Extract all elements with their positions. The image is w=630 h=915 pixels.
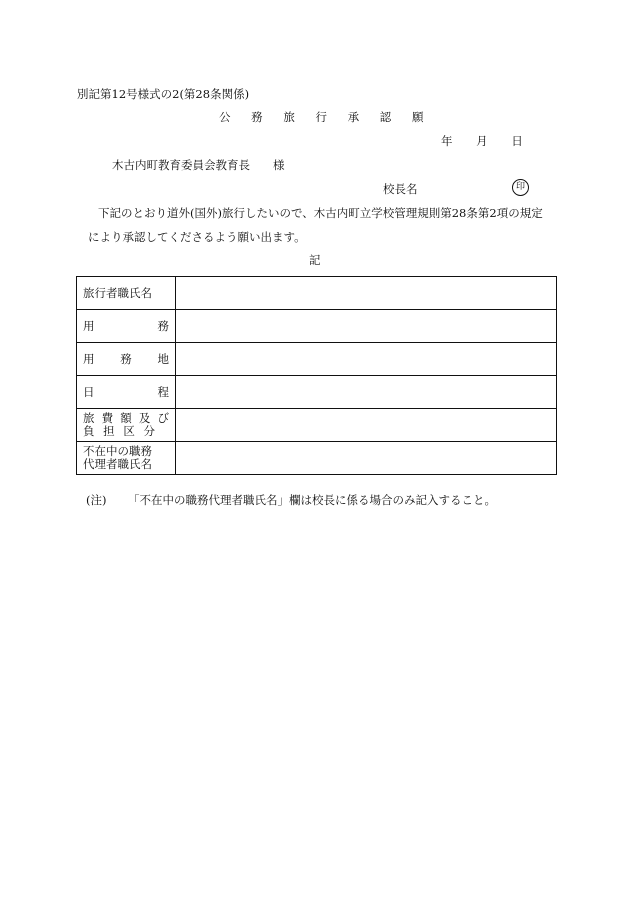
expense-field[interactable]	[176, 409, 557, 442]
form-table	[76, 276, 557, 475]
row-label-text: 分	[143, 424, 155, 438]
business-field[interactable]	[176, 310, 557, 343]
addressee: 木古内町教育委員会教育長 様	[112, 158, 285, 172]
row-label-text: 代理者職氏名	[83, 457, 152, 471]
form-reference: 別記第12号様式の2(第28条関係)	[77, 87, 250, 101]
table-row	[77, 376, 557, 409]
schedule-field[interactable]	[176, 376, 557, 409]
row-label-schedule	[77, 376, 176, 409]
row-label-text: 費	[101, 411, 114, 425]
note-text: 「不在中の職務代理者職氏名」欄は校長に係る場合のみ記入すること。	[128, 493, 496, 507]
row-label-business-place	[77, 343, 176, 376]
row-label-text: 務	[120, 351, 132, 366]
title-char: 旅	[283, 110, 297, 124]
row-label-text: び	[157, 411, 169, 425]
date-month-label: 月	[476, 134, 488, 148]
row-label-text: 務	[157, 318, 169, 333]
note-label: (注)	[86, 493, 107, 507]
row-label-deputy	[77, 442, 176, 475]
table-row	[77, 442, 557, 475]
body-text-line: 下記のとおり道外(国外)旅行したいので、木古内町立学校管理規則第28条第2項の規定	[98, 206, 543, 220]
title-char: 公	[219, 110, 233, 124]
row-label-text: 地	[157, 351, 169, 366]
table-row	[77, 409, 557, 442]
deputy-field[interactable]	[176, 442, 557, 475]
row-label-text: 及	[138, 411, 151, 425]
row-label-text: 担	[103, 424, 115, 438]
date-line	[441, 133, 523, 149]
row-label-traveler	[77, 277, 176, 310]
body-text-line: により承認してくださるよう願い出ます。	[88, 230, 306, 244]
title-char: 務	[251, 110, 265, 124]
table-row	[77, 343, 557, 376]
row-label-text: 旅	[83, 411, 95, 425]
row-label-text: 区	[123, 424, 135, 438]
seal-icon: 印	[512, 179, 529, 196]
title-char: 願	[411, 110, 426, 124]
table-row	[77, 277, 557, 310]
row-label-text: 負	[83, 424, 95, 438]
row-label-expense	[77, 409, 176, 442]
row-label-text: 日	[83, 384, 95, 399]
traveler-name-field[interactable]	[176, 277, 557, 310]
row-label-text: 程	[157, 384, 169, 399]
date-year-label: 年	[441, 134, 453, 148]
title-char: 承	[347, 110, 362, 124]
row-label-text: 用	[83, 351, 95, 366]
row-label-business	[77, 310, 176, 343]
row-label-text: 不在中の職務	[83, 444, 152, 458]
date-day-label: 日	[511, 134, 523, 148]
row-label-text: 旅行者職氏名	[83, 285, 152, 300]
title-char: 行	[315, 110, 329, 124]
principal-name-label: 校長名	[383, 182, 418, 196]
row-label-text: 額	[120, 411, 132, 425]
table-row	[77, 310, 557, 343]
title-char: 認	[379, 110, 394, 124]
form-title	[219, 109, 425, 125]
business-place-field[interactable]	[176, 343, 557, 376]
ki-heading: 記	[309, 253, 321, 267]
row-label-text: 用	[83, 318, 95, 333]
